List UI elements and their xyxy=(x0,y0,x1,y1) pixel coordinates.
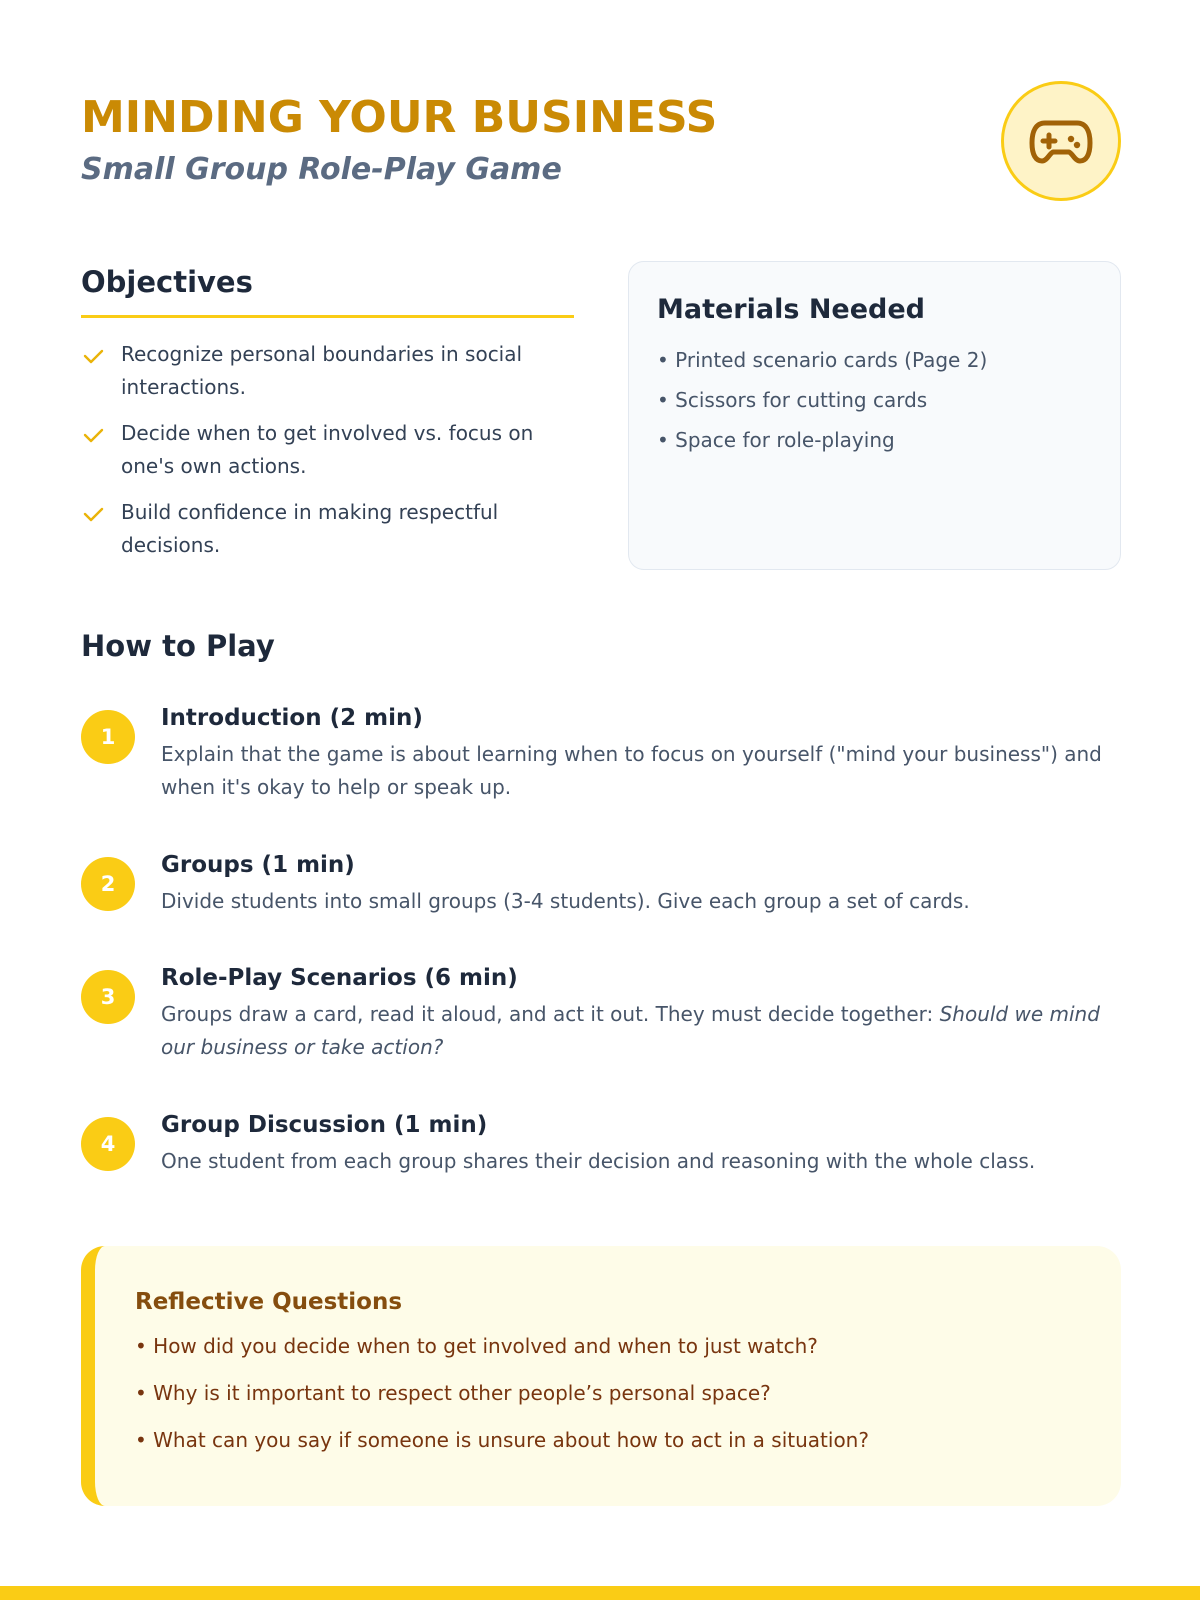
step-title: Role-Play Scenarios (6 min) xyxy=(161,965,518,991)
step-description-emphasis: Should we mind our business or take action? xyxy=(161,1002,1100,1059)
objective-text: Decide when to get involved vs. focus on one's own actions. xyxy=(121,421,534,478)
materials-list xyxy=(657,346,1092,454)
objective-text: Recognize personal boundaries in social interactions. xyxy=(121,342,523,399)
header xyxy=(81,88,1121,218)
reflective-questions-card xyxy=(81,1246,1121,1506)
check-icon xyxy=(81,423,105,447)
step-number-badge: 3 xyxy=(81,970,135,1024)
check-icon xyxy=(81,502,105,526)
reflective-question: • Why is it important to respect other people’s personal space? xyxy=(135,1381,771,1405)
step-description: Divide students into small groups (3-4 students). Give each group a set of cards. xyxy=(161,889,970,913)
page-subtitle: Small Group Role-Play Game xyxy=(81,152,562,187)
step-title: Introduction (2 min) xyxy=(161,705,423,731)
objectives-divider xyxy=(81,315,574,318)
step-title: Groups (1 min) xyxy=(161,852,355,878)
objectives-section xyxy=(81,262,574,575)
reflective-question: • What can you say if someone is unsure about how to act in a situation? xyxy=(135,1428,869,1452)
step-title: Group Discussion (1 min) xyxy=(161,1112,488,1138)
material-item: • Scissors for cutting cards xyxy=(657,388,928,412)
materials-card xyxy=(628,261,1121,570)
objectives-heading: Objectives xyxy=(81,265,253,299)
step-description: Explain that the game is about learning when to focus on yourself ("mind your business") and when it's okay to help or speak up. xyxy=(161,742,1102,799)
step-number-badge: 4 xyxy=(81,1117,135,1171)
reflective-heading: Reflective Questions xyxy=(135,1289,403,1315)
how-to-play-section xyxy=(81,626,1121,1173)
material-item: • Printed scenario cards (Page 2) xyxy=(657,348,988,372)
reflective-list xyxy=(135,1332,1081,1454)
objective-item xyxy=(81,496,574,562)
step-number-badge: 1 xyxy=(81,710,135,764)
check-icon xyxy=(81,344,105,368)
materials-heading: Materials Needed xyxy=(657,294,926,325)
objective-text: Build confidence in making respectful decisions. xyxy=(121,500,499,557)
page-title: MINDING YOUR BUSINESS xyxy=(81,92,718,143)
step-description: One student from each group shares their decision and reasoning with the whole class. xyxy=(161,1149,1036,1173)
step-description-text: Groups draw a card, read it aloud, and act it out. They must decide together: xyxy=(161,1002,940,1026)
material-item: • Space for role-playing xyxy=(657,428,895,452)
gamepad-icon xyxy=(1029,117,1093,165)
objective-item xyxy=(81,417,574,483)
step-description xyxy=(161,998,1111,1064)
objectives-list xyxy=(81,338,574,562)
bottom-accent-bar xyxy=(0,1586,1200,1600)
step-number-badge: 2 xyxy=(81,857,135,911)
reflective-question: • How did you decide when to get involved and when to just watch? xyxy=(135,1334,818,1358)
logo-badge xyxy=(1001,81,1121,201)
how-to-play-heading: How to Play xyxy=(81,629,275,663)
objective-item xyxy=(81,338,574,404)
